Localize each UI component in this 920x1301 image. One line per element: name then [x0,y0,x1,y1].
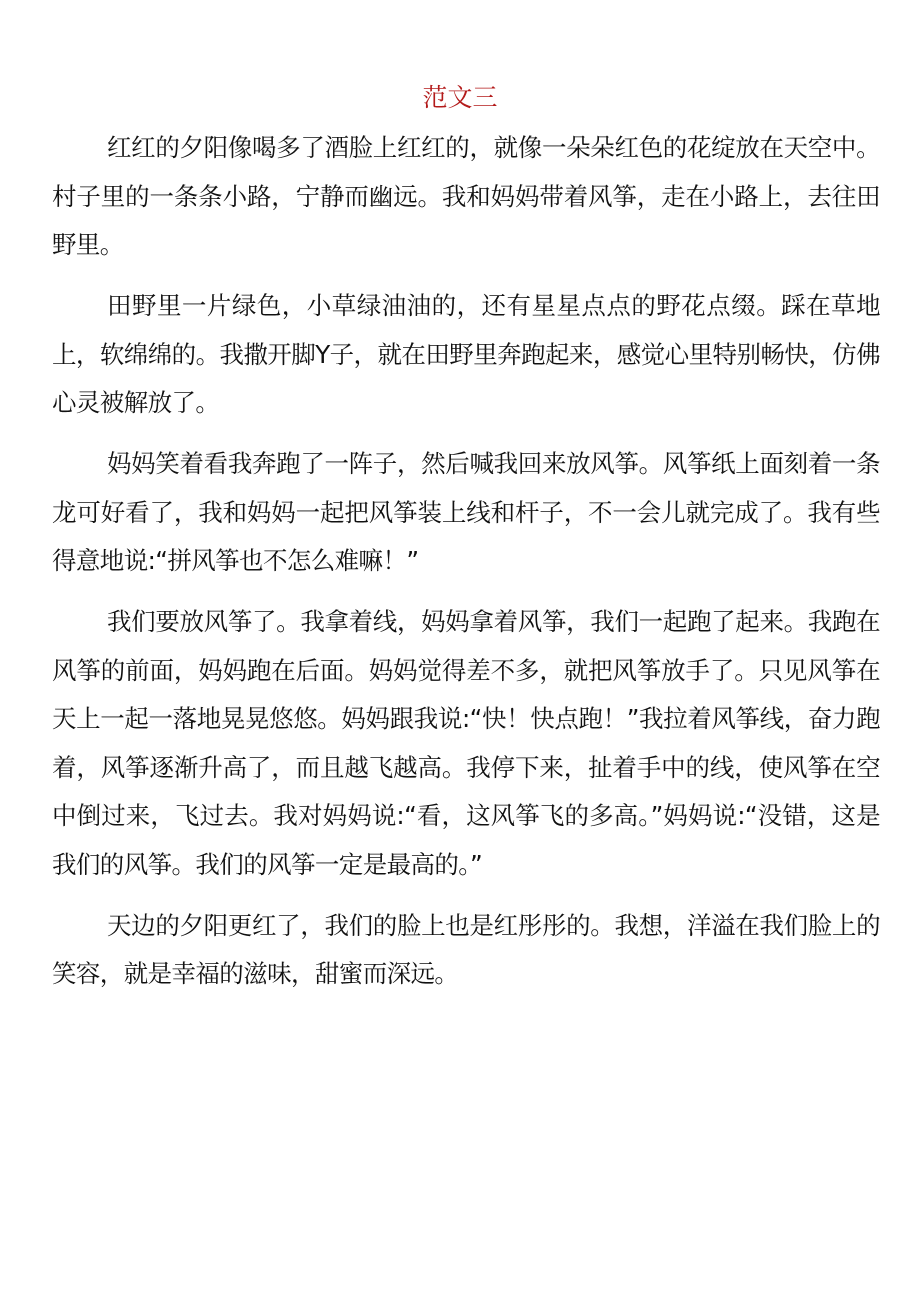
paragraph-1: 红红的夕阳像喝多了酒脸上红红的，就像一朵朵红色的花绽放在天空中。村子里的一条条小路，宁静而幽远。我和妈妈带着风筝，走在小路上，去往田野里。 [52,133,880,259]
document-body [52,124,880,1011]
document-title: 范文三 [422,83,498,112]
paragraph-4: 我们要放风筝了。我拿着线，妈妈拿着风筝，我们一起跑了起来。我跑在风筝的前面，妈妈跑在后面。妈妈觉得差不多，就把风筝放手了。只见风筝在天上一起一落地晃晃悠悠。妈妈跟我说:“快！快点跑！”我拉着风筝线，奋力跑着，风筝逐渐升高了，而且越飞越高。我停下来，扯着手中的线，使风筝在空中倒过来，飞过去。我对妈妈说:“看，这风筝飞的多高。”妈妈说:“没错，这是我们的风筝。我们的风筝一定是最高的。” [52,607,880,879]
paragraph-5: 天边的夕阳更红了，我们的脸上也是红彤彤的。我想，洋溢在我们脸上的笑容，就是幸福的滋味，甜蜜而深远。 [52,910,880,988]
paragraph-2: 田野里一片绿色，小草绿油油的，还有星星点点的野花点缀。踩在草地上，软绵绵的。我撒开脚Y子，就在田野里奔跑起来，感觉心里特别畅快，仿佛心灵被解放了。 [52,291,880,417]
paragraph-3: 妈妈笑着看我奔跑了一阵子，然后喊我回来放风筝。风筝纸上面刻着一条龙可好看了，我和妈妈一起把风筝装上线和杆子，不一会儿就完成了。我有些得意地说:“拼风筝也不怎么难嘛！” [52,449,880,575]
